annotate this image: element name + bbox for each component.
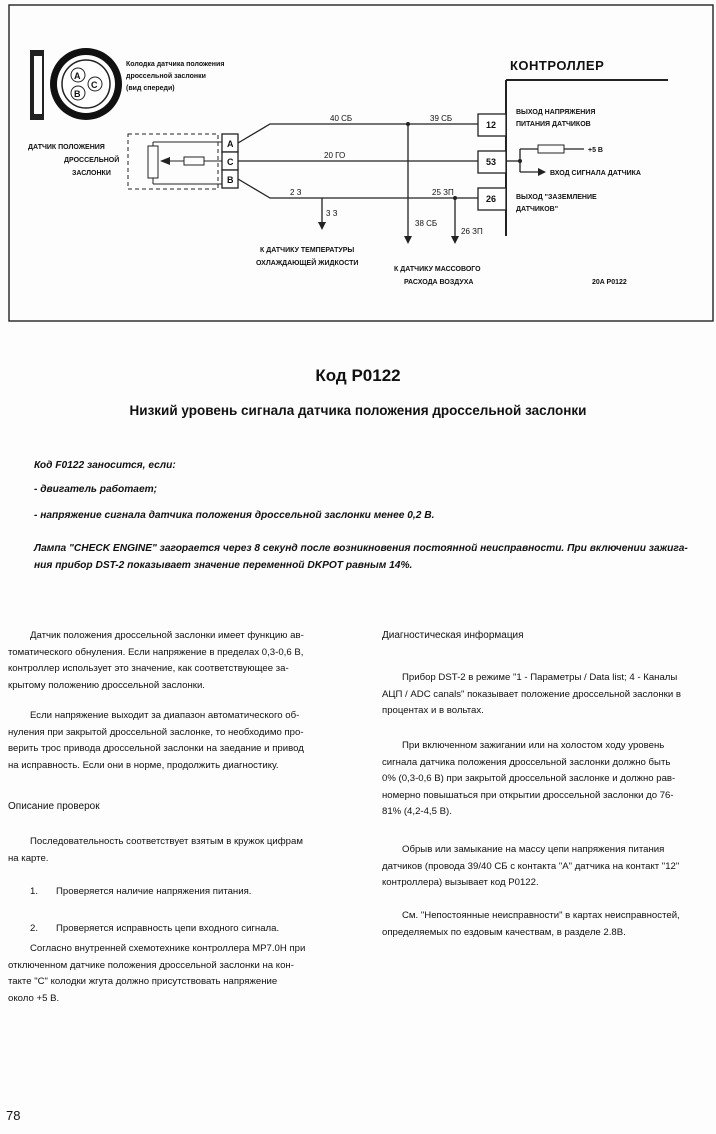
wire-label-38: 38 СБ [415,219,438,228]
connector-pin-b: B [74,89,81,99]
left-paragraph-4: Согласно внутренней схемотехнике контроллера MP7.0H при отключенном датчике положения дроссельной заслонки на кон- такте "С" колодки жгута должно присутствовать напряжение около +5 В. [8,943,306,1004]
conditions-intro: Код F0122 заносится, если: [34,460,176,471]
to-temp-1: К ДАТЧИКУ ТЕМПЕРАТУРЫ [260,247,355,254]
connector-label-2: дроссельной заслонки [126,73,206,80]
left-paragraph-1: Датчик положения дроссельной заслонки имеет функцию ав- томатического обнуления. Если напряжение в пределах 0,3-0,6 В, контроллер использует это значение, как соответствующее за- крытому положению дроссельной заслонки. [8,630,304,691]
connector-pin-a: A [74,71,81,81]
arrow-down-icon [318,222,326,230]
arrow-down-icon [404,236,412,244]
controller-pin-53: 53 [486,157,497,167]
controller-pin-26: 26 [486,194,497,204]
wire-label-25: 25 ЗП [432,188,454,197]
connector-pin-c: C [91,80,98,90]
sensor-label-1: ДАТЧИК ПОЛОЖЕНИЯ [28,144,105,151]
controller-pin-12: 12 [486,120,497,130]
wire-label-3: 3 З [326,209,338,218]
wire-label-2: 2 З [290,188,302,197]
diagnostic-heading: Диагностическая информация [382,630,524,641]
to-maf-1: К ДАТЧИКУ МАССОВОГО [394,266,481,273]
sensor-pin-c: C [227,157,234,167]
out-supply-1: ВЫХОД НАПРЯЖЕНИЯ [516,109,596,116]
connector-label-3: (вид спереди) [126,85,175,92]
potentiometer-icon [148,146,158,178]
wire-label-39: 39 СБ [430,114,453,123]
out-supply-2: ПИТАНИЯ ДАТЧИКОВ [516,121,591,128]
sensor-label-2: ДРОССЕЛЬНОЙ [64,157,120,164]
page-number: 78 [6,1108,21,1123]
ground-out-1: ВЫХОД "ЗАЗЕМЛЕНИЕ [516,194,597,201]
sensor-label-3: ЗАСЛОНКИ [72,170,111,177]
sensor-pin-b: B [227,175,234,185]
left-paragraph-3: Последовательность соответствует взятым в кружок цифрам на карте. [8,836,303,864]
plus-5v-value: 5 В [592,147,603,154]
checks-heading: Описание проверок [8,801,100,812]
right-paragraph-3: Обрыв или замыкание на массу цепи напряжения питания датчиков (провода 39/40 СБ с контакта "А" датчика на контакт "12" контроллера) вызывает код P0122. [382,844,680,888]
plus-5v: +5 В [588,147,603,154]
wiring-diagram [8,4,714,334]
wire-label-40: 40 СБ [330,114,353,123]
connector-icon [30,48,122,120]
to-temp-2: ОХЛАЖДАЮЩЕЙ ЖИДКОСТИ [256,260,359,267]
right-paragraph-1: Прибор DST-2 в режиме "1 - Параметры / Data list; 4 - Каналы АЦП / ADC canals" показывает положение дроссельной заслонки в процентах и в вольтах. [382,672,681,716]
arrow-down-icon [451,236,459,244]
right-paragraph-2: При включенном зажигании или на холостом ходу уровень сигнала датчика положения дроссельной заслонки должно быть 0% (0,3-0,6 В) при закрытой дроссельной заслонке и должно рав- номерно повышаться при открытии дроссельной заслонки до 76- 81% (4,2-4,5 В). [382,740,676,817]
condition-item: - напряжение сигнала датчика положения дроссельной заслонки менее 0,2 В. [34,510,435,521]
right-paragraph-4: См. "Непостоянные неисправности" в картах неисправностей, определяемых по ездовым качествам, в разделе 2.8В. [382,910,680,938]
check-step-2: 2. Проверяется исправность цепи входного сигнала. [30,923,280,934]
condition-item: - двигатель работает; [34,484,158,495]
to-maf-2: РАСХОДА ВОЗДУХА [404,279,474,286]
page-title: Код P0122 [315,366,401,385]
sensor-pin-a: A [227,139,234,149]
arrow-right-icon [538,168,546,176]
diagram-ref: 20A P0122 [592,279,627,286]
page-subtitle: Низкий уровень сигнала датчика положения дроссельной заслонки [129,403,587,418]
controller-title: КОНТРОЛЛЕР [510,58,605,73]
pullup-resistor-icon [538,145,564,153]
lamp-note-line: Лампа "CHECK ENGINE" загорается через 8 секунд после возникновения постоянной неисправности. При включении зажига- [34,543,688,554]
signal-input-label: ВХОД СИГНАЛА ДАТЧИКА [550,170,641,177]
resistor-icon [184,157,204,165]
check-step-1: 1. Проверяется наличие напряжения питания. [30,886,252,897]
ground-out-2: ДАТЧИКОВ" [516,206,559,213]
wire-supply [238,124,478,143]
connector-label-1: Колодка датчика положения [126,61,225,68]
wire-label-20: 20 ГО [324,151,346,160]
lamp-note-line: ния прибор DST-2 показывает значение переменной DKPOT равным 14%. [34,560,413,571]
wire-label-26: 26 ЗП [461,227,483,236]
left-paragraph-2: Если напряжение выходит за диапазон автоматического об- нуления при закрытой дроссельной заслонке, то необходимо про- верить трос привода дроссельной заслонки на заедание и привод на исправность. Если они в норме, продолжить диагностику. [8,710,304,771]
